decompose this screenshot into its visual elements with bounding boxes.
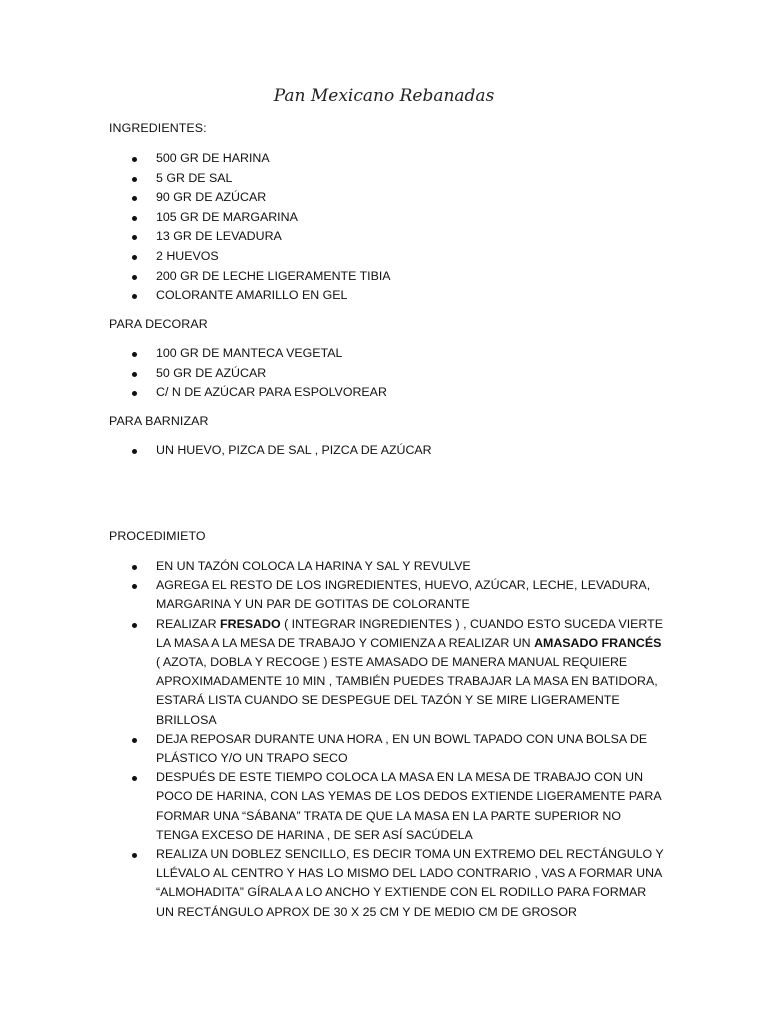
barnizar-list xyxy=(0,441,666,461)
ingredientes-list xyxy=(0,149,666,306)
list-item: 105 GR DE MARGARINA xyxy=(0,208,666,228)
list-item: 500 GR DE HARINA xyxy=(0,149,666,169)
bullet-icon xyxy=(132,853,137,858)
bullet-icon xyxy=(132,776,137,781)
list-item: 200 GR DE LECHE LIGERAMENTE TIBIA xyxy=(0,267,666,287)
bullet-icon xyxy=(132,235,137,240)
bullet-icon xyxy=(132,449,137,454)
ingredientes-heading: INGREDIENTES: xyxy=(109,121,207,135)
bullet-icon xyxy=(132,196,137,201)
decorar-heading: PARA DECORAR xyxy=(109,317,208,331)
list-item: 100 GR DE MANTECA VEGETAL xyxy=(0,344,666,364)
bullet-icon xyxy=(132,623,137,628)
bullet-icon xyxy=(132,294,137,299)
list-item: 50 GR DE AZÚCAR xyxy=(0,364,666,384)
bullet-icon xyxy=(132,738,137,743)
procedimiento-heading: PROCEDIMIETO xyxy=(109,529,206,543)
bullet-icon xyxy=(132,216,137,221)
bullet-icon xyxy=(132,391,137,396)
bullet-icon xyxy=(132,275,137,280)
list-item: EN UN TAZÓN COLOCA LA HARINA Y SAL Y REVULVE xyxy=(0,557,666,576)
page-title: Pan Mexicano Rebanadas xyxy=(273,86,495,106)
bullet-icon xyxy=(132,584,137,589)
list-item: DESPUÉS DE ESTE TIEMPO COLOCA LA MASA EN LA MESA DE TRABAJO CON UN POCO DE HARINA, CON LAS YEMAS DE LOS DEDOS EXTIENDE LIGERAMENTE PARA FORMAR UNA “SÁBANA” TRATA DE QUE LA MASA EN LA PARTE SUPERIOR NO TENGA EXCESO DE HARINA , DE SER ASÍ SACÚDELA xyxy=(0,768,666,845)
list-item: AGREGA EL RESTO DE LOS INGREDIENTES, HUEVO, AZÚCAR, LECHE, LEVADURA, MARGARINA Y UN PAR DE GOTITAS DE COLORANTE xyxy=(0,576,666,614)
list-item: 90 GR DE AZÚCAR xyxy=(0,188,666,208)
procedimiento-list xyxy=(0,557,666,922)
bullet-icon xyxy=(132,352,137,357)
bullet-icon xyxy=(132,255,137,260)
list-item: UN HUEVO, PIZCA DE SAL , PIZCA DE AZÚCAR xyxy=(0,441,666,461)
list-item: COLORANTE AMARILLO EN GEL xyxy=(0,286,666,306)
bullet-icon xyxy=(132,372,137,377)
list-item: REALIZAR FRESADO ( INTEGRAR INGREDIENTES ) , CUANDO ESTO SUCEDA VIERTE LA MASA A LA MESA DE TRABAJO Y COMIENZA A REALIZAR UN AMASADO FRANCÉS ( AZOTA, DOBLA Y RECOGE ) ESTE AMASADO DE MANERA MANUAL REQUIERE APROXIMADAMENTE 10 MIN , TAMBIÉN PUEDES TRABAJAR LA MASA EN BATIDORA, ESTARÁ LISTA CUANDO SE DESPEGUE DEL TAZÓN Y SE MIRE LIGERAMENTE BRILLOSA xyxy=(0,615,666,730)
list-item: DEJA REPOSAR DURANTE UNA HORA , EN UN BOWL TAPADO CON UNA BOLSA DE PLÁSTICO Y/O UN TRAPO SECO xyxy=(0,730,666,768)
list-item: 5 GR DE SAL xyxy=(0,169,666,189)
list-item: REALIZA UN DOBLEZ SENCILLO, ES DECIR TOMA UN EXTREMO DEL RECTÁNGULO Y LLÉVALO AL CENTRO Y HAS LO MISMO DEL LADO CONTRARIO , VAS A FORMAR UNA “ALMOHADITA” GÍRALA A LO ANCHO Y EXTIENDE CON EL RODILLO PARA FORMAR UN RECTÁNGULO APROX DE 30 X 25 CM Y DE MEDIO CM DE GROSOR xyxy=(0,845,666,922)
decorar-list xyxy=(0,344,666,403)
barnizar-heading: PARA BARNIZAR xyxy=(109,414,209,428)
bullet-icon xyxy=(132,157,137,162)
list-item: 13 GR DE LEVADURA xyxy=(0,227,666,247)
fresado-term: FRESADO xyxy=(220,616,281,631)
list-item: 2 HUEVOS xyxy=(0,247,666,267)
bullet-icon xyxy=(132,565,137,570)
bullet-icon xyxy=(132,177,137,182)
list-item: C/ N DE AZÚCAR PARA ESPOLVOREAR xyxy=(0,383,666,403)
amasado-frances-term: AMASADO FRANCÉS xyxy=(534,635,662,650)
